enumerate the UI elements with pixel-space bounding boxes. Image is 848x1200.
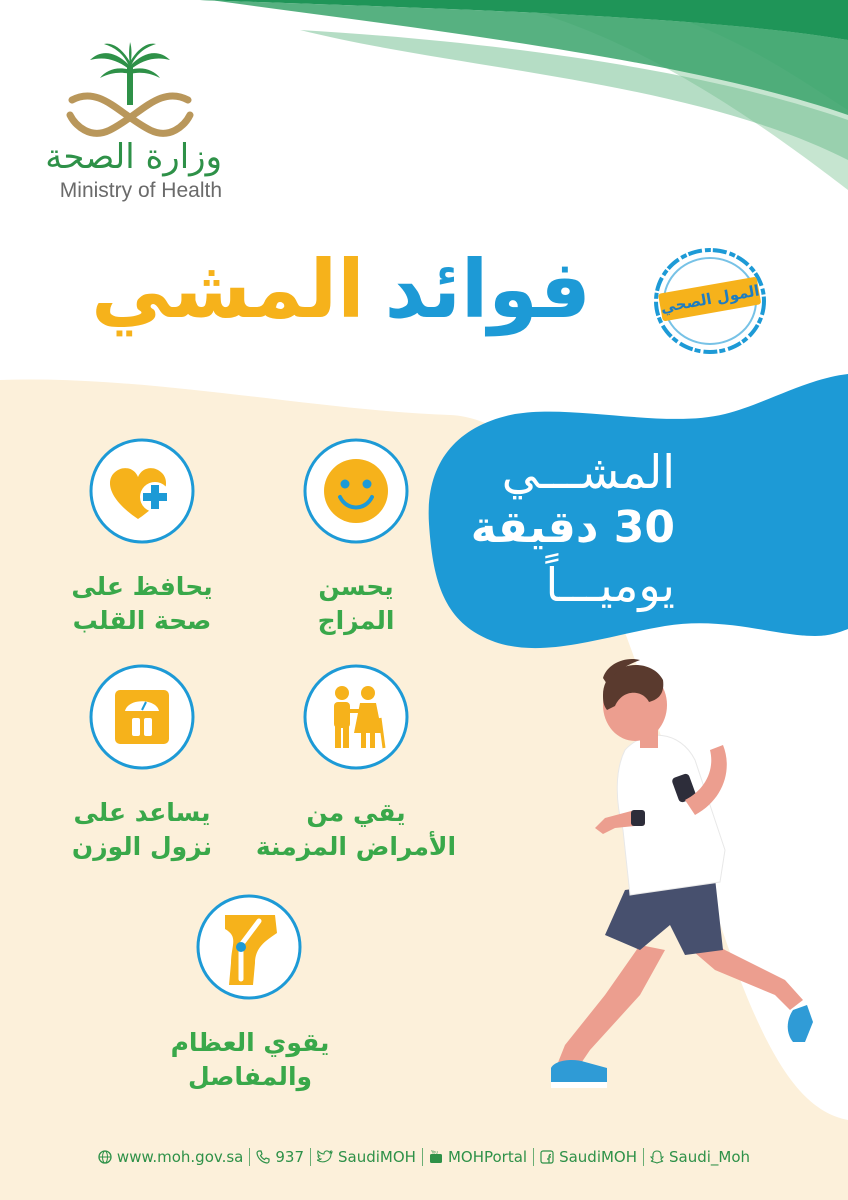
footer-youtube[interactable] (429, 1148, 527, 1166)
benefit-weight-line-2: نزول الوزن (71, 832, 213, 861)
page-title (66, 243, 616, 350)
benefit-heart-line-1: يحافظ على (71, 572, 213, 601)
twitter-icon (317, 1150, 333, 1164)
footer-facebook[interactable] (540, 1148, 637, 1166)
benefit-chronic-label (246, 796, 466, 864)
svg-text:You: You (430, 1150, 438, 1155)
footer-contacts (0, 1148, 848, 1166)
footer-website[interactable] (98, 1148, 243, 1166)
stamp-text: المول الصحي (659, 281, 761, 317)
footer-twitter[interactable] (317, 1148, 416, 1166)
globe-icon (98, 1150, 112, 1164)
weight-icon-circle (88, 663, 196, 771)
benefit-heart-line-2: صحة القلب (72, 606, 212, 635)
benefit-mood-label (276, 570, 436, 638)
healthy-mall-stamp (650, 245, 770, 357)
heart-plus-icon (88, 437, 196, 545)
footer-snapchat[interactable] (650, 1148, 750, 1166)
logo-english-name: Ministry of Health (59, 179, 222, 202)
footer-separator (533, 1148, 534, 1166)
moh-logo (40, 40, 240, 210)
benefit-bones-line-2: والمفاصل (187, 1062, 313, 1091)
footer-facebook-text: SaudiMOH (559, 1148, 638, 1166)
footer-separator (249, 1148, 250, 1166)
benefit-bones-line-1: يقوي العظام (170, 1028, 330, 1057)
elderly-couple-icon (302, 663, 410, 771)
logo-arabic-name: وزارة الصحة (45, 137, 222, 177)
highlight-text (455, 444, 675, 614)
footer-separator (643, 1148, 644, 1166)
title-word-walking: المشي (91, 243, 365, 336)
highlight-line-1: المشـــي (501, 445, 675, 499)
footer-youtube-text: MOHPortal (447, 1148, 528, 1166)
mood-icon-circle (302, 437, 410, 545)
benefit-mood-line-1: يحسن (318, 572, 394, 601)
benefit-chronic-line-1: يقي من (306, 798, 406, 827)
footer-separator (422, 1148, 423, 1166)
footer-website-text: www.moh.gov.sa (116, 1148, 244, 1166)
footer-twitter-text: SaudiMOH (338, 1148, 416, 1166)
benefit-weight-line-1: يساعد على (73, 798, 211, 827)
knee-joint-icon (195, 893, 303, 1001)
footer-phone-text: 937 (275, 1148, 305, 1166)
snapchat-icon (650, 1150, 664, 1164)
weighing-scale-icon (88, 663, 196, 771)
runner-illustration (545, 650, 825, 1095)
benefit-chronic-line-2: الأمراض المزمنة (255, 832, 457, 861)
title-word-benefits: فوائد (384, 243, 591, 336)
heart-icon-circle (88, 437, 196, 545)
footer-phone[interactable] (256, 1148, 304, 1166)
facebook-icon (540, 1150, 554, 1164)
highlight-line-3: يوميـــاً (545, 558, 675, 612)
benefit-bones-label (150, 1026, 350, 1094)
highlight-line-2: 30 دقيقة (470, 502, 675, 553)
benefit-mood-line-2: المزاج (317, 606, 395, 635)
footer-separator (310, 1148, 311, 1166)
bones-icon-circle (195, 893, 303, 1001)
footer-snapchat-text: Saudi_Moh (669, 1148, 751, 1166)
youtube-icon (429, 1150, 443, 1164)
smiley-face-icon (302, 437, 410, 545)
elderly-icon-circle (302, 663, 410, 771)
palm-swords-emblem-icon (60, 40, 200, 140)
benefit-weight-label (52, 796, 232, 864)
phone-icon (256, 1150, 270, 1164)
benefit-heart-label (52, 570, 232, 638)
